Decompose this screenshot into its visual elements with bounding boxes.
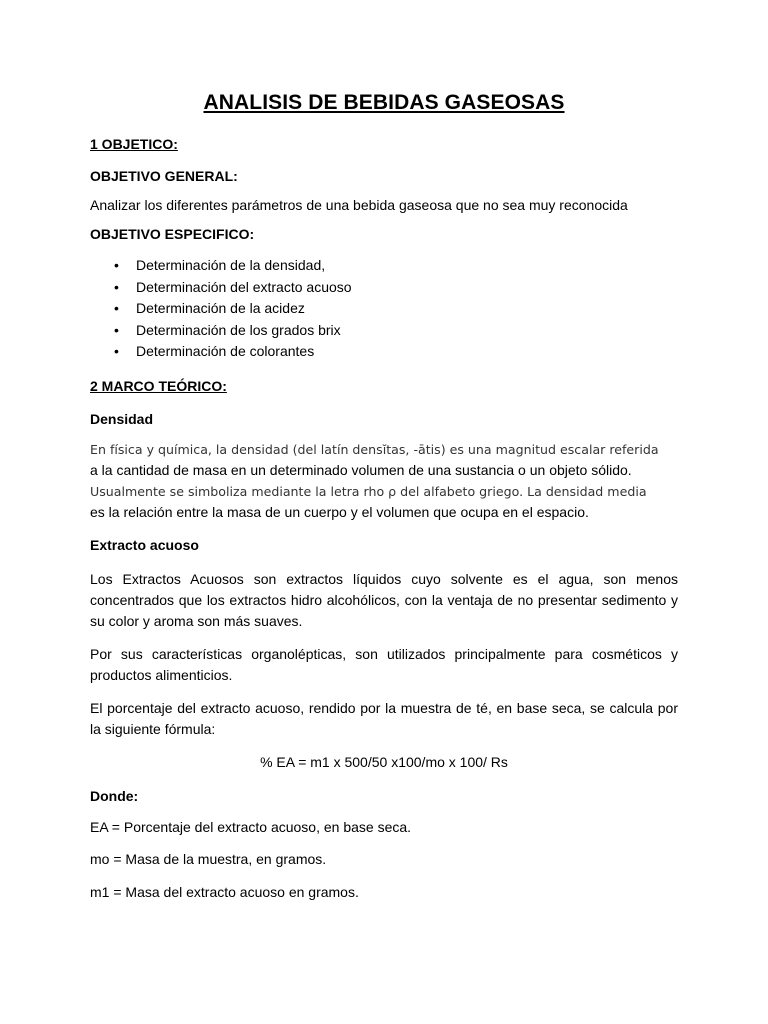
bullet-icon: • xyxy=(114,343,119,360)
bullet-icon: • xyxy=(114,278,119,295)
section-1-heading: 1 OBJETICO: xyxy=(90,136,178,153)
definition-m1: m1 = Masa del extracto acuoso en gramos. xyxy=(90,884,359,901)
section-2-heading: 2 MARCO TEÓRICO: xyxy=(90,377,227,394)
donde-heading: Donde: xyxy=(90,787,139,804)
document-title: ANALISIS DE BEBIDAS GASEOSAS xyxy=(203,91,565,114)
densidad-text-line-1: En física y química, la densidad (del latín densĭtas, -ātis) es una magnitud escalar referida xyxy=(90,442,659,458)
list-item-text: Determinación de colorantes xyxy=(136,343,315,360)
extracto-paragraph-1: Los Extractos Acuosos son extractos líquidos cuyo solvente es el agua, son menos concentrados que los extractos hidro alcohólicos, con la ventaja de no presentar sedimento y su color y aroma son más suaves. xyxy=(90,571,678,630)
list-item-text: Determinación de la densidad, xyxy=(136,257,326,274)
list-item-text: Determinación de los grados brix xyxy=(136,321,341,338)
objetivo-general-text: Analizar los diferentes parámetros de una bebida gaseosa que no sea muy reconocida xyxy=(90,196,628,213)
objetivo-especifico-list xyxy=(90,255,678,363)
extracto-paragraph-3: El porcentaje del extracto acuoso, rendido por la muestra de té, en base seca, se calcula por la siguiente fórmula: xyxy=(90,700,678,738)
list-item xyxy=(90,320,678,342)
document-body xyxy=(90,90,678,903)
list-item xyxy=(90,298,678,320)
extracto-paragraph-2: Por sus características organolépticas, son utilizados principalmente para cosméticos y productos alimenticios. xyxy=(90,646,678,684)
formula: % EA = m1 x 500/50 x100/mo x 100/ Rs xyxy=(260,754,508,771)
bullet-icon: • xyxy=(114,321,119,338)
definition-mo: mo = Masa de la muestra, en gramos. xyxy=(90,851,327,868)
list-item-text: Determinación de la acidez xyxy=(136,300,305,317)
bullet-icon: • xyxy=(114,300,119,317)
bullet-icon: • xyxy=(114,257,119,274)
extracto-acuoso-heading: Extracto acuoso xyxy=(90,537,199,554)
densidad-heading: Densidad xyxy=(90,410,154,427)
objetivo-especifico-heading: OBJETIVO ESPECIFICO: xyxy=(90,225,255,242)
densidad-paragraph xyxy=(90,439,678,523)
list-item-text: Determinación del extracto acuoso xyxy=(136,278,352,295)
definition-ea: EA = Porcentaje del extracto acuoso, en base seca. xyxy=(90,818,412,835)
densidad-text-line-2: a la cantidad de masa en un determinado volumen de una sustancia o un objeto sólido. xyxy=(90,462,632,479)
objetivo-general-heading: OBJETIVO GENERAL: xyxy=(90,167,238,184)
list-item xyxy=(90,341,678,363)
densidad-text-line-4: es la relación entre la masa de un cuerpo y el volumen que ocupa en el espacio. xyxy=(90,504,589,521)
list-item xyxy=(90,277,678,299)
densidad-text-line-3: Usualmente se simboliza mediante la letra rho ρ del alfabeto griego. La densidad media xyxy=(90,484,647,500)
list-item xyxy=(90,255,678,277)
